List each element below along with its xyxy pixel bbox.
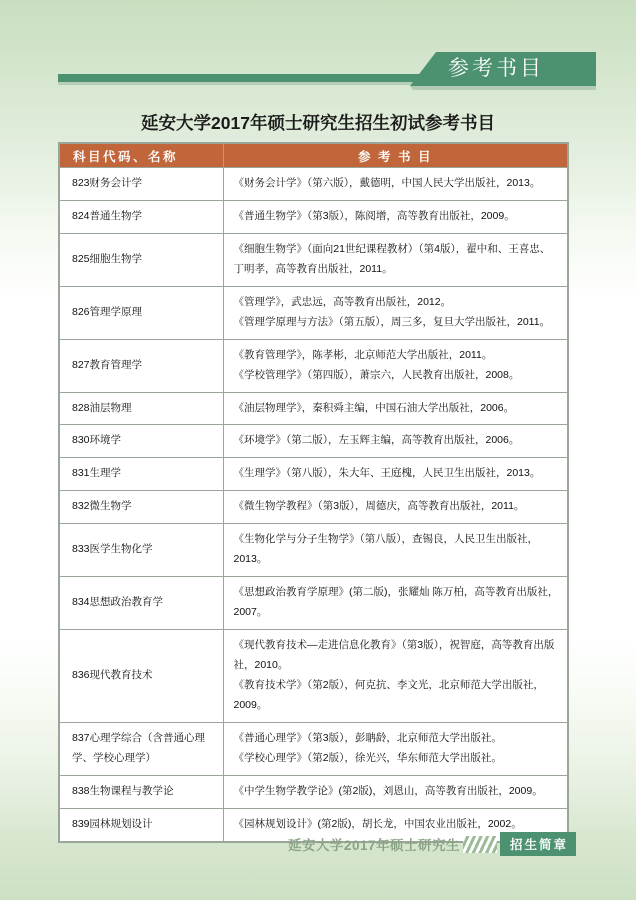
table-row [59, 339, 568, 392]
reference-book-entry: 《管理学原理与方法》（第五版），周三多，复旦大学出版社，2011。 [233, 315, 551, 328]
reference-book-entry: 《园林规划设计》(第2版)，胡长龙，中国农业出版社，2002。 [233, 817, 522, 830]
reference-book-entry: 《学校管理学》（第四版），萧宗六，人民教育出版社，2008。 [233, 368, 520, 381]
subject-code-cell: 834思想政治教育学 [59, 577, 223, 630]
reference-book-entry: 《普通生物学》（第3版），陈阅增，高等教育出版社，2009。 [233, 209, 515, 222]
subject-code-cell: 833医学生物化学 [59, 524, 223, 577]
reference-books-cell [223, 286, 568, 339]
page-header [0, 52, 636, 94]
reference-book-entry: 《现代教育技术—走进信息化教育》（第3版），祝智庭，高等教育出版社，2010。 [233, 639, 555, 671]
table-head [59, 143, 568, 168]
reference-books-cell [223, 425, 568, 458]
subject-code-cell: 823财务会计学 [59, 168, 223, 201]
table-row [59, 722, 568, 775]
table-row [59, 458, 568, 491]
reference-books-cell [223, 491, 568, 524]
subject-code-cell: 837心理学综合（含普通心理学、学校心理学） [59, 722, 223, 775]
reference-books-cell [223, 392, 568, 425]
reference-books-cell [223, 339, 568, 392]
subject-code-cell: 825细胞生物学 [59, 233, 223, 286]
table-row [59, 425, 568, 458]
reference-book-entry: 《环境学》（第二版），左玉辉主编，高等教育出版社，2006。 [233, 434, 520, 447]
reference-book-entry: 《学校心理学》（第2版），徐光兴，华东师范大学出版社。 [233, 751, 502, 764]
reference-books-cell [223, 200, 568, 233]
table-body [59, 168, 568, 842]
banner-shadow [410, 86, 596, 90]
subject-code-cell: 836现代教育技术 [59, 630, 223, 723]
column-header-subject-code: 科目代码、名称 [59, 143, 223, 168]
footer-university-label: 延安大学2017年硕士研究生 [287, 838, 460, 853]
bibliography-table-container [58, 142, 567, 843]
reference-books-cell [223, 524, 568, 577]
column-header-reference-books: 参 考 书 目 [223, 143, 568, 168]
subject-code-cell: 839园林规划设计 [59, 808, 223, 841]
header-rule-bar [58, 74, 425, 82]
subject-code-cell: 826管理学原理 [59, 286, 223, 339]
reference-book-entry: 《教育技术学》（第2版），何克抗、李文光，北京师范大学出版社，2009。 [233, 678, 544, 711]
reference-book-entry: 《管理学》，武忠远，高等教育出版社，2012。 [233, 295, 452, 308]
table-header-row [59, 143, 568, 168]
diagonal-stripes-icon [463, 836, 497, 853]
reference-books-cell [223, 577, 568, 630]
footer-content [288, 833, 576, 855]
reference-book-entry: 《普通心理学》（第3版），彭聃龄，北京师范大学出版社。 [233, 731, 502, 744]
page-footer [0, 833, 636, 859]
table-row [59, 775, 568, 808]
table-row [59, 491, 568, 524]
table-row [59, 392, 568, 425]
reference-book-entry: 《思想政治教育学原理》(第二版)，张耀灿 陈万柏，高等教育出版社，2007。 [233, 586, 559, 619]
reference-book-entry: 《财务会计学》（第六版），戴德明，中国人民大学出版社，2013。 [233, 177, 541, 189]
subject-code-cell: 828油层物理 [59, 392, 223, 425]
table-row [59, 233, 568, 286]
reference-book-entry: 《教育管理学》，陈孝彬，北京师范大学出版社，2011。 [233, 348, 493, 361]
reference-books-cell [223, 168, 568, 201]
reference-book-entry: 《细胞生物学》（面向21世纪课程教材）（第4版），翟中和、王喜忠、丁明孝，高等教育出版社，2011。 [233, 242, 551, 275]
section-banner-label: 参考书目 [448, 57, 544, 80]
reference-books-cell [223, 775, 568, 808]
subject-code-cell: 830环境学 [59, 425, 223, 458]
reference-books-cell [223, 722, 568, 775]
subject-code-cell: 831生理学 [59, 458, 223, 491]
bibliography-table [58, 142, 569, 843]
reference-book-entry: 《中学生物学教学论》(第2版)，刘恩山，高等教育出版社，2009。 [233, 784, 543, 797]
table-row [59, 630, 568, 723]
table-row [59, 577, 568, 630]
reference-book-entry: 《微生物学教程》（第3版），周德庆，高等教育出版社，2011。 [233, 500, 525, 513]
reference-book-entry: 《油层物理学》，秦积舜主编，中国石油大学出版社，2006。 [233, 401, 515, 414]
subject-code-cell: 827教育管理学 [59, 339, 223, 392]
reference-book-entry: 《生物化学与分子生物学》（第八版），查锡良，人民卫生出版社，2013。 [233, 533, 538, 566]
table-row [59, 286, 568, 339]
subject-code-cell: 824普通生物学 [59, 200, 223, 233]
page-title: 延安大学2017年硕士研究生招生初试参考书目 [141, 113, 495, 133]
reference-books-cell [223, 233, 568, 286]
subject-code-cell: 832微生物学 [59, 491, 223, 524]
table-row [59, 200, 568, 233]
table-row [59, 168, 568, 201]
reference-book-entry: 《生理学》（第八版），朱大年、王庭槐，人民卫生出版社，2013。 [233, 467, 541, 480]
subject-code-cell: 838生物课程与教学论 [59, 775, 223, 808]
table-row [59, 524, 568, 577]
reference-books-cell [223, 630, 568, 723]
footer-brochure-tag: 招生简章 [500, 832, 576, 856]
reference-books-cell [223, 458, 568, 491]
